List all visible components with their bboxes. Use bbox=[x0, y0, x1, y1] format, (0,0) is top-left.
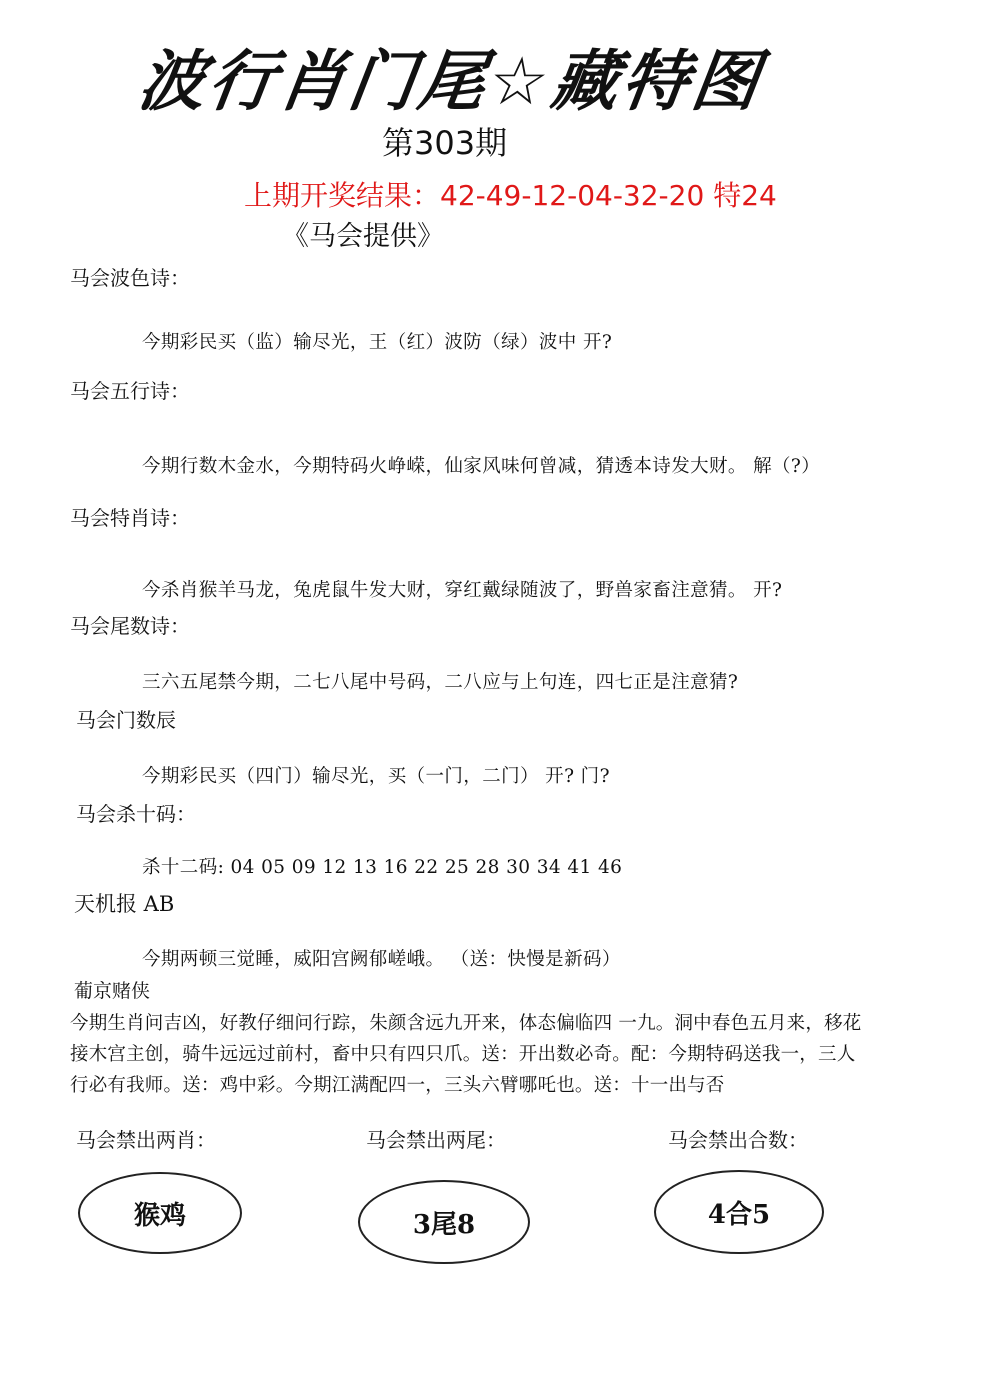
section-heading-tianji: 天机报 AB bbox=[74, 892, 175, 916]
pujing-line-2: 接木宫主创，骑牛远远过前村，畜中只有四只爪。送：开出数必奇。配：今期特码送我一，三人 bbox=[70, 1044, 856, 1065]
ban-heading-tail: 马会禁出两尾： bbox=[366, 1128, 506, 1152]
ban-heading-sum: 马会禁出合数： bbox=[668, 1128, 808, 1152]
page-title: 波行肖门尾☆藏特图 bbox=[133, 43, 768, 120]
section-heading-pujing: 葡京赌侠 bbox=[74, 980, 151, 1002]
provider-label: 《马会提供》 bbox=[282, 221, 444, 252]
ban-oval-tail bbox=[358, 1180, 530, 1264]
poem-bose: 今期彩民买（监）输尽光，王（红）波防（绿）波中 开? bbox=[142, 332, 613, 353]
ban-heading-zodiac: 马会禁出两肖： bbox=[76, 1128, 216, 1152]
poem-tianji: 今期两顿三觉睡，威阳宫阙郁嵯峨。 （送：快慢是新码） bbox=[142, 949, 621, 970]
ban-value-sum: 4合5 bbox=[707, 1199, 771, 1230]
poem-wuxing: 今期行数木金水，今期特码火峥嵘，仙家风味何曾减，猜透本诗发大财。 解（?） bbox=[142, 456, 821, 477]
ban-value-zodiac: 猴鸡 bbox=[133, 1200, 186, 1231]
section-heading-weishu: 马会尾数诗： bbox=[70, 614, 190, 638]
section-heading-texiao: 马会特肖诗： bbox=[70, 506, 190, 530]
section-heading-wuxing: 马会五行诗： bbox=[70, 379, 190, 403]
ban-value-tail: 3尾8 bbox=[412, 1209, 476, 1240]
section-heading-bose: 马会波色诗： bbox=[70, 266, 190, 290]
issue-number: 第303期 bbox=[382, 124, 508, 162]
last-draw-result: 上期开奖结果：42-49-12-04-32-20 特24 bbox=[244, 179, 777, 212]
section-heading-shama: 马会杀十码： bbox=[76, 802, 196, 826]
poem-weishu: 三六五尾禁今期，二七八尾中号码，二八应与上句连，四七正是注意猜? bbox=[142, 672, 739, 693]
ban-oval-sum bbox=[654, 1170, 824, 1254]
kill-numbers-line: 杀十二码: 04 05 09 12 13 16 22 25 28 30 34 41 46 bbox=[142, 857, 623, 878]
section-heading-menshu: 马会门数辰 bbox=[76, 708, 176, 732]
pujing-line-1: 今期生肖问吉凶，好教仔细问行踪，朱颜含远九开来，体态偏临四 一九。洞中春色五月来，移花 bbox=[70, 1013, 862, 1034]
poem-menshu: 今期彩民买（四门）输尽光，买（一门，二门） 开? 门? bbox=[142, 766, 610, 787]
pujing-line-3: 行必有我师。送：鸡中彩。今期江满配四一，三头六臂哪吒也。送：十一出与否 bbox=[70, 1075, 725, 1096]
poem-texiao: 今杀肖猴羊马龙，兔虎鼠牛发大财，穿红戴绿随波了，野兽家畜注意猜。 开? bbox=[142, 580, 783, 601]
ban-oval-zodiac bbox=[78, 1172, 242, 1254]
